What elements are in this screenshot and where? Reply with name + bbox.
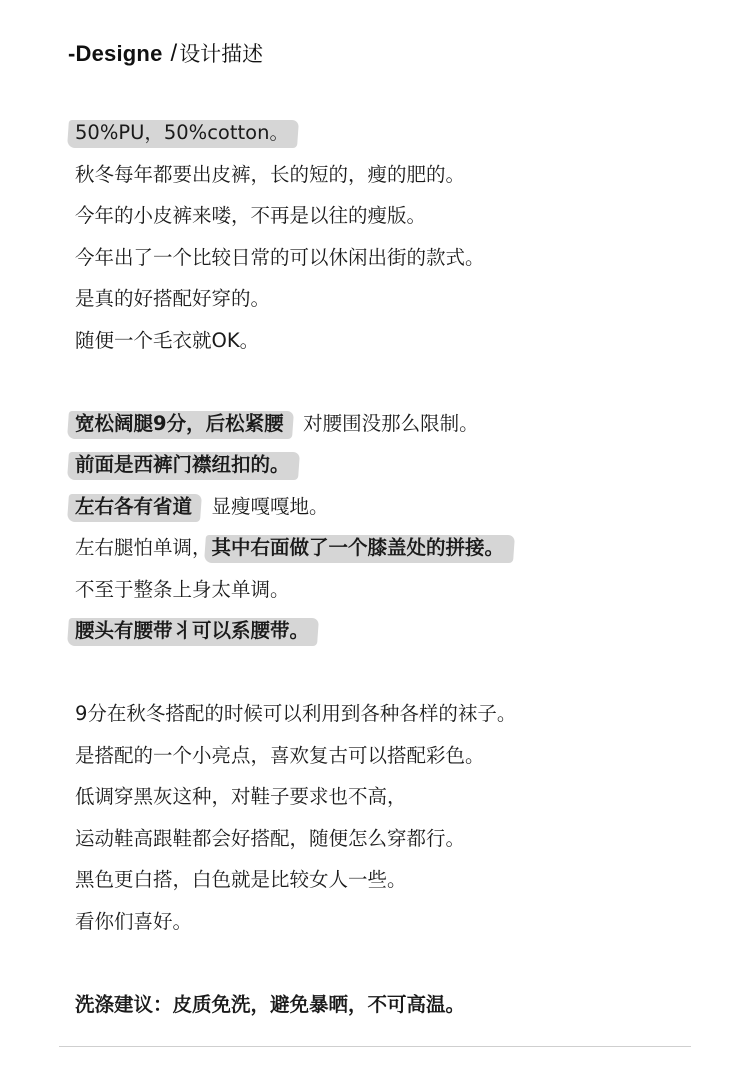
feature-4-text: 左右腿怕单调， (75, 536, 212, 559)
header-title-zh: 设计描述 (179, 42, 264, 66)
feature-3-text: ，显瘦嘎嘎地。 (192, 494, 329, 518)
styling-line-3: 低调穿黑灰这种，对鞋子要求也不高， (75, 785, 407, 808)
feature-line-6 (75, 610, 715, 652)
feature-1-text: ，对腰围没那么限制。 (283, 411, 479, 435)
paragraph-gap (75, 652, 715, 694)
header-title-en: -Designe (68, 41, 163, 66)
feature-6-highlight: 腰头有腰带丬可以系腰带。 (75, 610, 309, 652)
feature-3-highlight: 左右各有省道 (75, 486, 192, 528)
intro-line-1: 秋冬每年都要出皮裤，长的短的，瘦的肥的。 (75, 162, 466, 186)
section-header (68, 38, 263, 74)
intro-line-5: 随便一个毛衣就OK。 (75, 328, 260, 352)
feature-4-highlight: 其中右面做了一个膝盖处的拼接。 (212, 527, 505, 569)
header-separator: / (170, 40, 178, 67)
feature-line-3 (75, 486, 715, 528)
styling-line-2: 是搭配的一个小亮点，喜欢复古可以搭配彩色。 (75, 743, 485, 767)
material-line (75, 112, 715, 154)
feature-1-highlight: 宽松阔腿9分，后松紧腰 (75, 403, 284, 445)
bottom-divider (59, 1046, 691, 1047)
intro-line-4: 是真的好搭配好穿的。 (75, 287, 271, 310)
feature-line-4 (75, 527, 715, 569)
paragraph-gap (75, 361, 715, 403)
intro-line-2: 今年的小皮裤来喽，不再是以往的瘦版。 (75, 204, 427, 227)
feature-line-5: 不至于整条上身太单调。 (75, 577, 290, 601)
description-body (75, 112, 715, 1025)
styling-line-4: 运动鞋高跟鞋都会好搭配，随便怎么穿都行。 (75, 826, 466, 850)
styling-line-1: 9分在秋冬搭配的时候可以利用到各种各样的袜子。 (75, 702, 517, 725)
intro-line-3: 今年出了一个比较日常的可以休闲出街的款式。 (75, 245, 485, 269)
feature-line-2 (75, 444, 715, 486)
styling-line-6: 看你们喜好。 (75, 909, 193, 933)
styling-line-5: 黑色更白搭，白色就是比较女人一些。 (75, 868, 407, 891)
material-highlight: 50%PU，50%cotton。 (75, 112, 289, 154)
care-instructions: 洗涤建议：皮质免洗，避免暴晒，不可高温。 (75, 992, 466, 1016)
feature-line-1 (75, 403, 715, 445)
paragraph-gap (75, 942, 715, 984)
feature-2-highlight: 前面是西裤门襟纽扣的。 (75, 444, 290, 486)
